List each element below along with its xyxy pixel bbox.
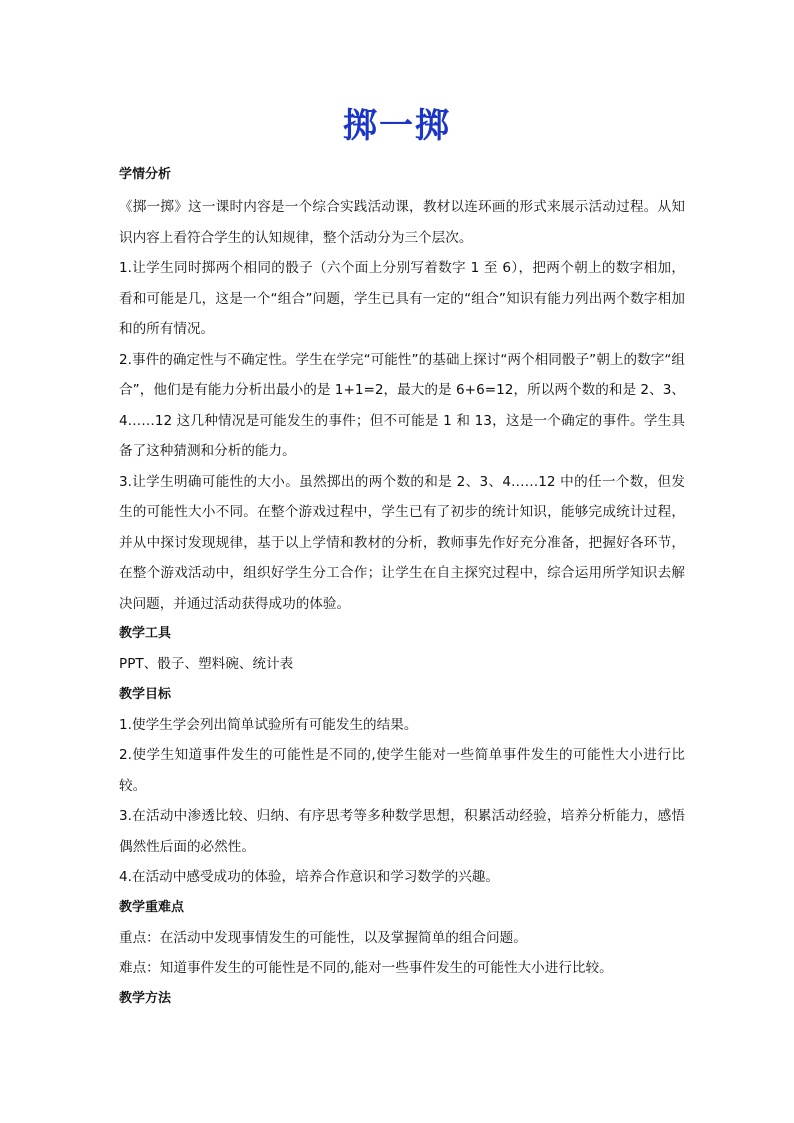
section-key-difficulties (119, 893, 685, 984)
paragraph: 3.让学生明确可能性的大小。虽然掷出的两个数的和是 2、3、4……12 中的任一个数，但发生的可能性大小不同。在整个游戏过程中，学生已有了初步的统计知识，能够完成统计过程，并从中探讨发现规律，基于以上学情和教材的分析，教师事先作好充分准备，把握好各环节，在整个游戏活动中，组织好学生分工合作；让学生在自主探究过程中，综合运用所学知识去解决问题，并通过活动获得成功的体验。 (119, 473, 685, 612)
paragraph: 1.使学生学会列出简单试验所有可能发生的结果。 (119, 716, 418, 733)
paragraph: 3.在活动中渗透比较、归纳、有序思考等多种数学思想，积累活动经验，培养分析能力，感悟偶然性后面的必然性。 (119, 808, 685, 855)
paragraph: PPT、骰子、塑料碗、统计表 (119, 656, 294, 672)
paragraph: 2.使学生知道事件发生的可能性是不同的,使学生能对一些简单事件发生的可能性大小进行比较。 (119, 747, 685, 794)
section-teaching-methods (119, 984, 685, 1014)
paragraph: 《掷一掷》这一课时内容是一个综合实践活动课，教材以连环画的形式来展示活动过程。从知识内容上看符合学生的认知规律，整个活动分为三个层次。 (119, 199, 685, 246)
paragraph: 4.在活动中感受成功的体验，培养合作意识和学习数学的兴趣。 (119, 869, 499, 885)
section-heading: 教学方法 (119, 990, 172, 1006)
paragraph: 2.事件的确定性与不确定性。学生在学完“可能性”的基础上探讨“两个相同骰子”朝上的数字“组合”，他们是有能力分析出最小的是 1+1=2，最大的是 6+6=12，所以两个数的和是 2、3、4……12 这几种情况是可能发生的事件；但不可能是 1 和 13，这是一个确定的事件。学生具备了这种猜测和分析的能力。 (119, 351, 685, 459)
page-title: 掷一掷 (343, 106, 451, 146)
section-teaching-goals (119, 680, 685, 893)
paragraph: 重点：在活动中发现事情发生的可能性，以及掌握简单的组合问题。 (119, 929, 527, 946)
paragraph: 1.让学生同时掷两个相同的骰子（六个面上分别写着数字 1 至 6），把两个朝上的数字相加，看和可能是几，这是一个“组合”问题，学生已具有一定的“组合”知识有能力列出两个数字相加和的所有情况。 (119, 260, 685, 337)
section-learning-analysis (119, 160, 685, 619)
section-heading: 教学目标 (119, 686, 172, 702)
paragraph: 难点：知道事件发生的可能性是不同的,能对一些事件发生的可能性大小进行比较。 (119, 960, 613, 976)
section-heading: 教学工具 (119, 626, 172, 641)
document-body (119, 160, 685, 1014)
section-heading: 学情分析 (119, 167, 172, 182)
section-heading: 教学重难点 (119, 899, 185, 915)
section-teaching-tools (119, 619, 685, 680)
